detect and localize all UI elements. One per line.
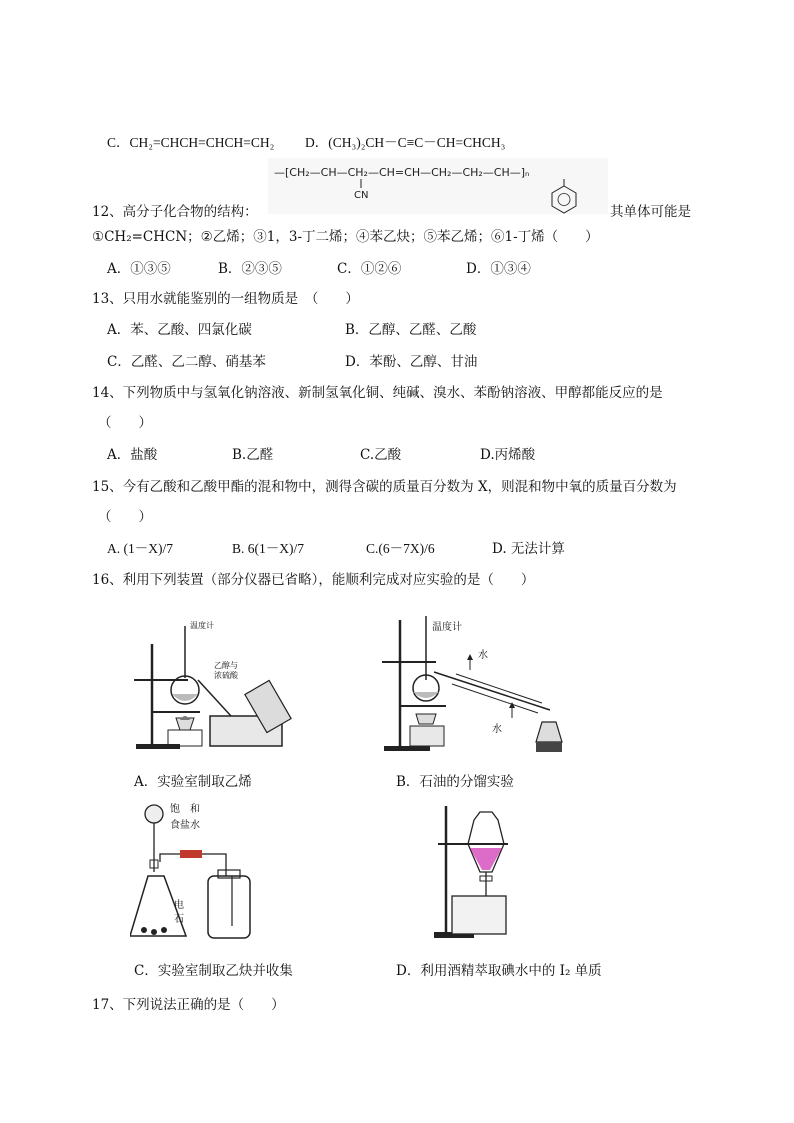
q15-answer-paren: （ ） <box>98 509 152 525</box>
fig-a-liquid-label-1: 乙醇与 <box>214 661 238 670</box>
q12-option-a: A．①③⑤ <box>107 261 171 277</box>
figure-b-distillation-apparatus <box>380 610 580 760</box>
q13-option-d: D．苯酚、乙醇、甘油 <box>345 354 478 370</box>
fig-b-caption: B．石油的分馏实验 <box>396 774 514 790</box>
q12-option-b: B．②③⑤ <box>218 261 282 277</box>
q12-option-d: D．①③④ <box>466 261 531 277</box>
polymer-structure <box>268 158 608 214</box>
polymer-substituent: CN <box>354 190 369 201</box>
q16-stem: 16、利用下列装置（部分仪器已省略），能顺利完成对应实验的是（ ） <box>92 572 535 588</box>
q12-option-c: C．①②⑥ <box>337 261 402 277</box>
fig-b-water-out-label: 水 <box>478 650 488 661</box>
q11-option-c: C．CH₂=CHCH=CHCH=CH₂ <box>107 135 275 150</box>
q15-option-d: D. 无法计算 <box>492 541 565 557</box>
fig-a-liquid-label-2: 浓硫酸 <box>214 671 238 680</box>
fig-a-caption: A．实验室制取乙烯 <box>134 774 252 790</box>
figure-a-ethylene-apparatus <box>130 618 310 758</box>
q14-option-c: C.乙酸 <box>360 447 402 463</box>
q14-option-d: D.丙烯酸 <box>480 447 536 463</box>
q12-stem-tail: 其单体可能是 <box>610 204 691 220</box>
q13-option-a: A．苯、乙酸、四氯化碳 <box>107 322 252 338</box>
fig-d-caption: D．利用酒精萃取碘水中的 I₂ 单质 <box>396 963 602 979</box>
q14-option-b: B.乙醛 <box>232 447 274 463</box>
figure-d-extraction-apparatus <box>432 800 522 946</box>
fig-b-thermometer-label: 温度计 <box>432 622 462 633</box>
q15-option-c: C.(6－7X)/6 <box>366 541 435 556</box>
q13-option-c: C．乙醛、乙二醇、硝基苯 <box>107 354 266 370</box>
fig-a-thermometer-label: 温度计 <box>190 621 214 630</box>
fig-c-solid-label-2: 石 <box>174 914 184 925</box>
q15-option-b: B. 6(1－X)/7 <box>232 541 304 556</box>
fig-c-caption: C．实验室制取乙炔并收集 <box>134 963 293 979</box>
fig-b-water-in-label: 水 <box>492 724 502 735</box>
fig-c-funnel-label-2: 食盐水 <box>170 820 200 831</box>
q14-option-a: A．盐酸 <box>107 447 158 463</box>
q15-stem: 15、今有乙酸和乙酸甲酯的混和物中，测得含碳的质量百分数为 X，则混和物中氧的质量百分数为 <box>92 479 677 495</box>
q12-monomers: ①CH₂=CHCN；②乙烯；③1，3-丁二烯；④苯乙炔；⑤苯乙烯；⑥1-丁烯（ ） <box>92 229 599 245</box>
q17-stem: 17、下列说法正确的是（ ） <box>92 997 285 1013</box>
q15-option-a: A. (1－X)/7 <box>107 541 173 556</box>
q13-stem: 13、只用水就能鉴别的一组物质是 （ ） <box>92 291 359 307</box>
q14-stem: 14、下列物质中与氢氧化钠溶液、新制氢氧化铜、纯碱、溴水、苯酚钠溶液、甲醇都能反应的是 <box>92 385 663 401</box>
q11-option-d: D．(CH₃)₂CH－C≡C－CH=CHCH₃ <box>305 135 506 150</box>
q14-answer-paren: （ ） <box>98 415 152 431</box>
polymer-formula: —[CH₂—CH—CH₂—CH=CH—CH₂—CH₂—CH—]ₙ <box>274 166 530 179</box>
q12-stem: 12、高分子化合物的结构： <box>92 204 258 220</box>
fig-c-solid-label-1: 电 <box>174 900 184 911</box>
q13-option-b: B．乙醇、乙醛、乙酸 <box>345 322 477 338</box>
fig-c-funnel-label-1: 饱 和 <box>170 804 200 815</box>
figure-c-acetylene-apparatus <box>130 802 260 942</box>
